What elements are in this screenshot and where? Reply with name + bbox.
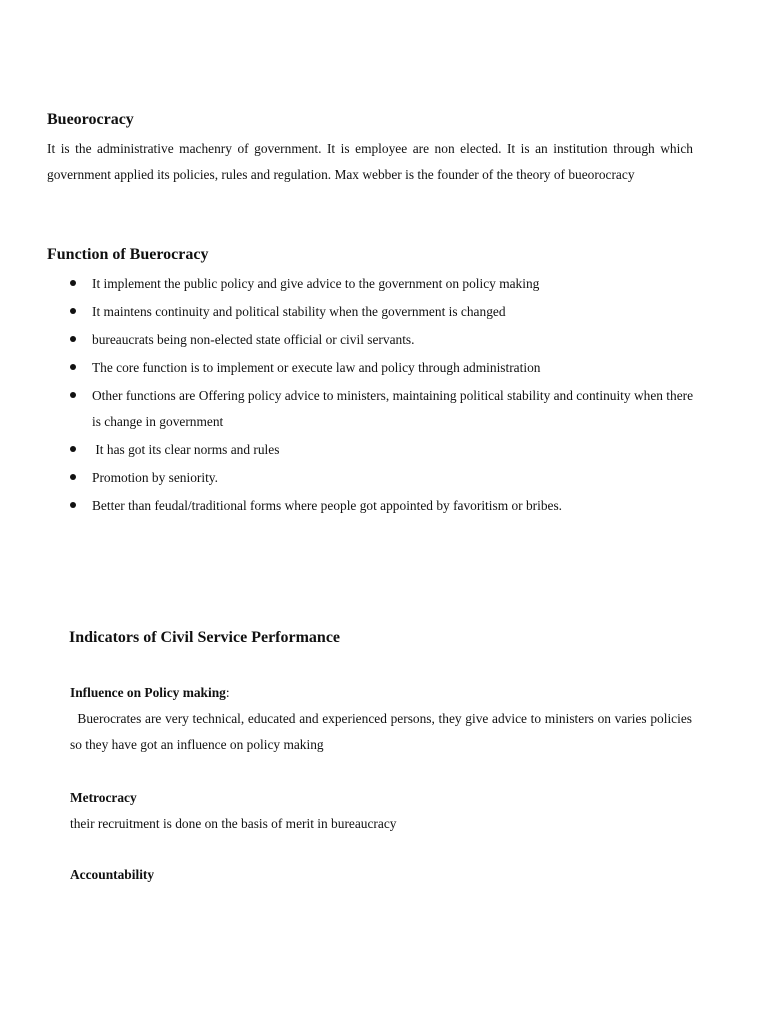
- list-item-text: It implement the public policy and give advice to the government on policy making: [92, 276, 540, 291]
- list-item: [47, 465, 694, 491]
- section-title-bueorocracy: Bueorocracy: [47, 111, 134, 128]
- list-item: [47, 355, 694, 381]
- list-item: [47, 383, 694, 435]
- list-item: [47, 299, 694, 325]
- list-item-text: Better than feudal/traditional forms where people got appointed by favoritism or bribes.: [92, 498, 563, 513]
- influence-colon: :: [225, 685, 230, 700]
- metrocracy-paragraph: their recruitment is done on the basis of merit in bureaucracy: [70, 816, 397, 831]
- accountability-heading: Accountability: [70, 867, 155, 882]
- list-item: [47, 437, 694, 463]
- bullet-icon: [70, 336, 76, 342]
- bullet-icon: [70, 280, 76, 286]
- metrocracy-heading: Metrocracy: [70, 790, 137, 805]
- bullet-icon: [70, 502, 76, 508]
- bullet-icon: [70, 364, 76, 370]
- influence-paragraph: Buerocrates are very technical, educated and experienced persons, they give advice to ministers on varies policies so they have got an influence on policy making: [70, 711, 696, 752]
- list-item-text: bureaucrats being non-elected state official or civil servants.: [92, 332, 415, 347]
- list-item: [47, 271, 694, 297]
- list-item-text: Promotion by seniority.: [92, 470, 218, 485]
- section-title-function: Function of Buerocracy: [47, 246, 209, 263]
- influence-heading: Influence on Policy making: [70, 685, 226, 700]
- bullet-icon: [70, 474, 76, 480]
- list-item-text: It has got its clear norms and rules: [92, 442, 280, 457]
- list-item: [47, 493, 694, 519]
- bullet-icon: [70, 392, 76, 398]
- bueorocracy-paragraph: It is the administrative machenry of government. It is employee are non elected. It is an institution through which government applied its policies, rules and regulation. Max webber is the founder of the theory of bueorocracy: [47, 141, 693, 182]
- section-title-indicators: Indicators of Civil Service Performance: [69, 629, 341, 646]
- list-item-text: It maintens continuity and political stability when the government is changed: [92, 304, 506, 319]
- list-item-text: Other functions are Offering policy advice to ministers, maintaining political stability and continuity when there is change in government: [92, 388, 694, 429]
- list-item-text: The core function is to implement or execute law and policy through administration: [92, 360, 541, 375]
- function-list: [47, 271, 694, 521]
- influence-heading-line: [70, 683, 230, 703]
- list-item: [47, 327, 694, 353]
- bullet-icon: [70, 446, 76, 452]
- bullet-icon: [70, 308, 76, 314]
